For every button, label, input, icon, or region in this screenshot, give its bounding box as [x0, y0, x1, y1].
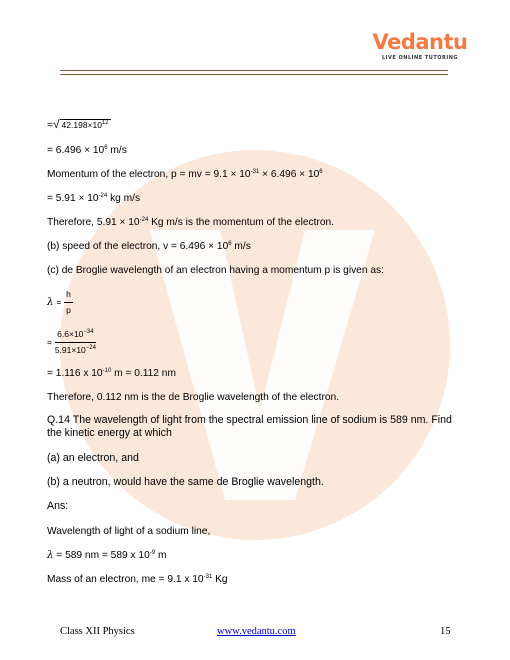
- question-14-part-b: (b) a neutron, would have the same de Broglie wavelength.: [47, 476, 324, 488]
- header-divider: [60, 70, 448, 71]
- momentum-result-line: = $5.91 \times 10^{-24}$ kg m/s: [47, 193, 141, 204]
- footer-website-link[interactable]: www.vedantu.com: [217, 626, 296, 637]
- footer-page-number: 15: [440, 626, 451, 637]
- lambda-numeric-formula: = $\frac{6.6\times 10^{-34}}{5.91\times 10^{-24}}$: [47, 329, 96, 355]
- wavelength-sodium-line: Wavelength of light of a sodium line,: [47, 526, 211, 537]
- fraction-numeric: $\frac{6.6\times 10^{-34}}{5.91\times 10^{-24}}$: [54, 329, 96, 355]
- part-b-line: (b) speed of the electron, $v = 6.496 \times 10^6$ m/s: [47, 241, 251, 252]
- lambda-result-line: = 1.116 x $10^{-10}$ m = 0.112 nm: [47, 368, 176, 379]
- question-14-line2: the kinetic energy at which: [47, 427, 172, 439]
- fraction-h-over-p: $\frac{h}{p}$: [66, 289, 71, 315]
- vedantu-watermark-logo: [55, 120, 455, 560]
- lambda-value-line: λ = 589 nm = 589 x $10^{-9}$ m: [47, 550, 167, 561]
- therefore-momentum-line: Therefore, $5.91 \times 10^{-24}$ Kg m/s is the momentum of the electron.: [47, 217, 334, 228]
- therefore-wavelength-line: Therefore, 0.112 nm is the de Broglie wavelength of the electron.: [47, 392, 340, 403]
- header-divider-thin: [60, 74, 448, 75]
- momentum-line: Momentum of the electron, p = mv = $9.1 \times 10^{-31} \times 6.496 \times 10^6$: [47, 169, 323, 180]
- part-c-line: (c) de Broglie wavelength of an electron having a momentum p is given as:: [47, 265, 384, 276]
- brand-name: Vedantu: [372, 30, 468, 54]
- question-14-part-a: (a) an electron, and: [47, 452, 139, 464]
- electron-mass-line: Mass of an electron, me = 9.1 x $10^{-31}$ Kg: [47, 574, 228, 585]
- velocity-value-line: = $6.496 \times 10^6$ m/s: [47, 145, 127, 156]
- answer-label: Ans:: [47, 500, 69, 512]
- brand-tagline: LIVE ONLINE TUTORING: [381, 55, 459, 61]
- footer-course-label: Class XII Physics: [60, 626, 135, 637]
- lambda-formula: λ = $\frac{h}{p}$: [47, 289, 71, 315]
- question-14-line1: Q.14 The wavelength of light from the spectral emission line of sodium is 589 nm. Find: [47, 414, 452, 426]
- brand-logo: [370, 30, 470, 61]
- sqrt-line: =√ $42.198\times 10^{12}$: [47, 117, 109, 131]
